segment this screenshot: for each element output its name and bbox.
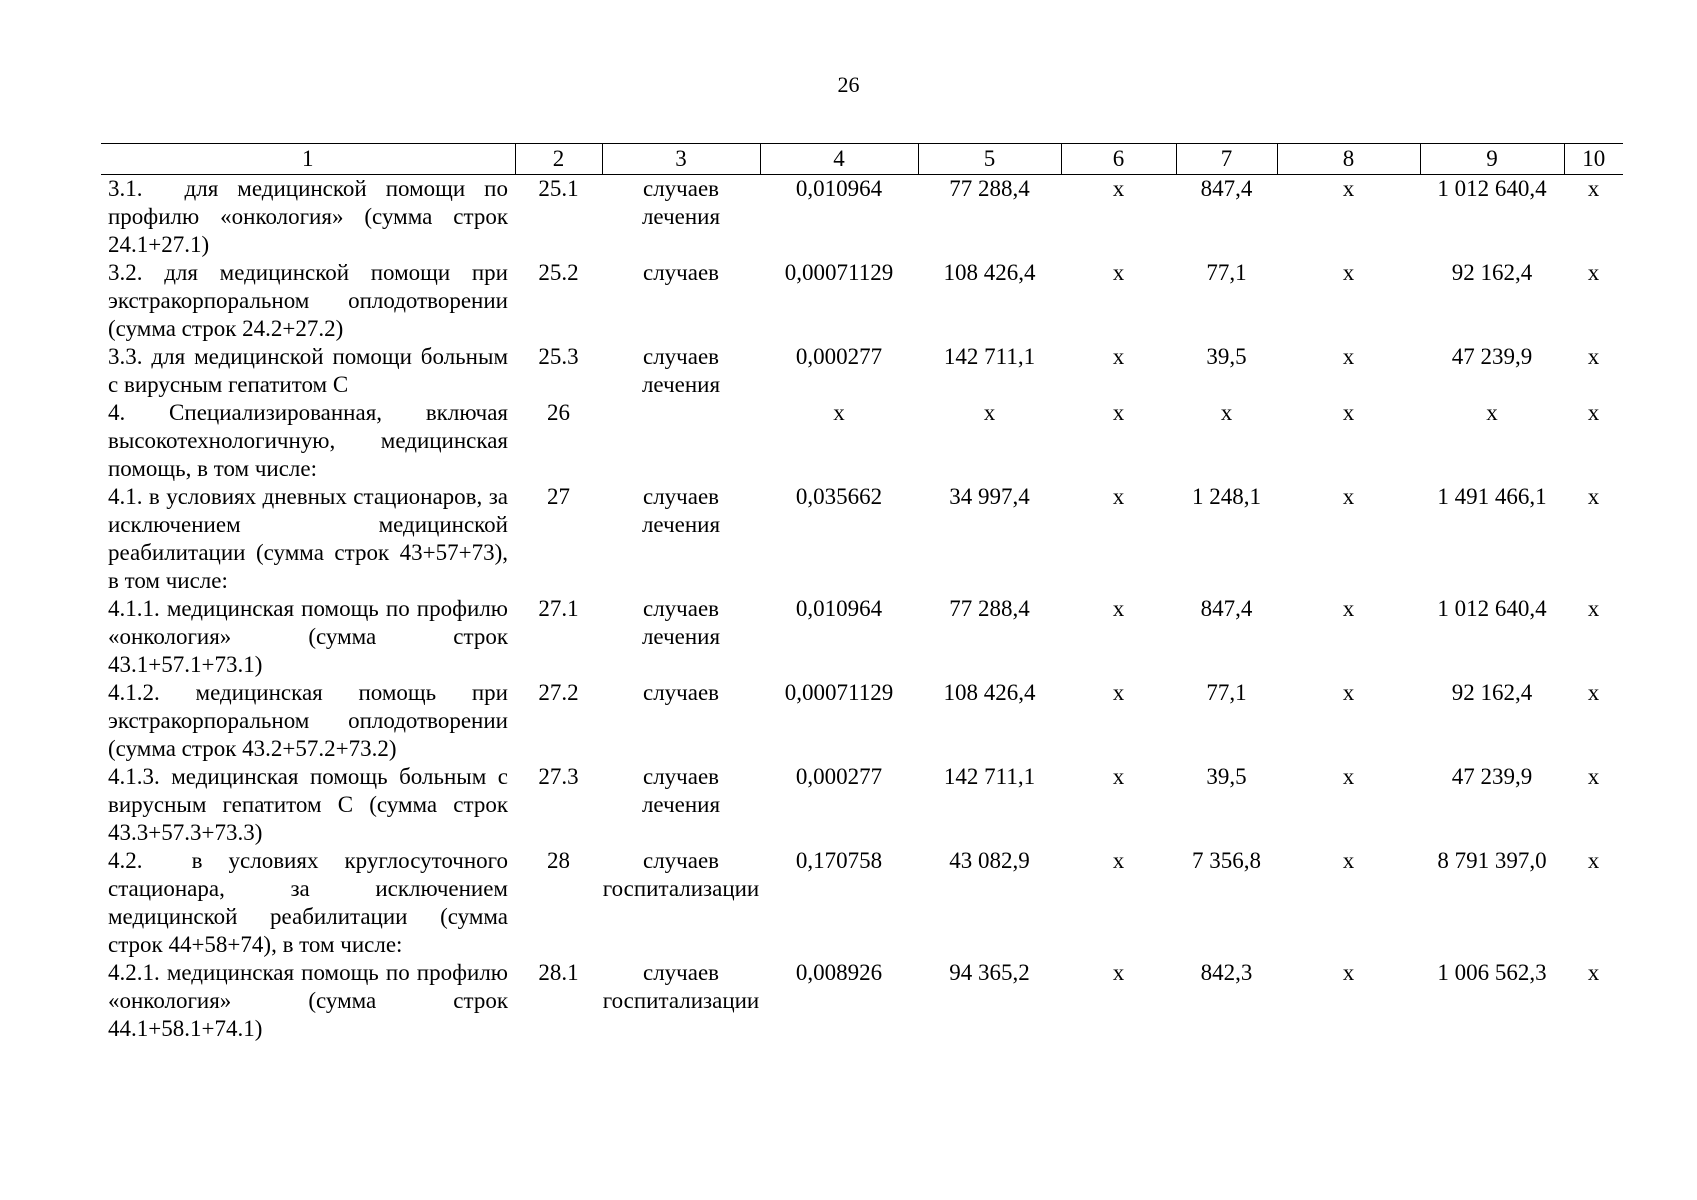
row-col4-cell: 0,035662 [795,484,883,509]
row-col8-cell: х [1342,400,1355,425]
row-name-cell: 4.1.3. медицинская помощь больным с вирусным гепатитом С (сумма строк 43.3+57.3+73.3) [108,764,508,845]
row-code-cell: 27.3 [538,764,579,789]
row-col9-cell: 8 791 397,0 [1437,848,1547,873]
row-name-cell: 4.1.2. медицинская помощь при экстракорпоральном оплодотворении (сумма строк 43.2+57.2+73.2) [108,680,508,761]
row-col10-cell: х [1587,596,1600,621]
row-code-cell: 27.2 [538,680,579,705]
row-col10-cell: х [1587,176,1600,201]
column-header-4: 4 [760,144,918,175]
row-col6-cell: х [1112,596,1125,621]
table-row [101,483,1623,595]
row-col6-cell: х [1112,484,1125,509]
row-name-cell: 3.3. для медицинской помощи больным с вирусным гепатитом С [108,344,508,397]
table-row [101,175,1623,260]
row-col5-cell: 142 711,1 [943,764,1036,789]
column-header-6: 6 [1061,144,1176,175]
row-name-cell: 4.2. в условиях круглосуточного стационара, за исключением медицинской реабилитации (сумма строк 44+58+74), в том числе: [108,848,508,957]
row-col4-cell: 0,000277 [795,764,883,789]
row-col6-cell: х [1112,260,1125,285]
row-code-cell: 27.1 [538,596,579,621]
row-col6-cell: х [1112,400,1125,425]
row-col9-cell: 92 162,4 [1451,680,1533,705]
row-name-cell: 4.2.1. медицинская помощь по профилю «онкология» (сумма строк 44.1+58.1+74.1) [108,960,508,1041]
row-col6-cell: х [1112,848,1125,873]
row-name-cell: 3.2. для медицинской помощи при экстракорпоральном оплодотворении (сумма строк 24.2+27.2) [108,260,508,341]
row-col5-cell: 94 365,2 [949,960,1030,985]
row-col9-cell: 1 006 562,3 [1437,960,1547,985]
row-col4-cell: 0,000277 [795,344,883,369]
row-col7-cell: 77,1 [1206,680,1247,705]
table-body [101,175,1623,1044]
row-col4-cell: 0,170758 [795,848,883,873]
row-unit-cell: случаев госпитализации [602,848,760,901]
row-col9-cell: 92 162,4 [1451,260,1533,285]
row-unit-cell: случаев лечения [641,484,721,537]
row-col8-cell: х [1342,848,1355,873]
table-row [101,343,1623,399]
row-col5-cell: 34 997,4 [949,484,1030,509]
table-row [101,595,1623,679]
row-col7-cell: 842,3 [1200,960,1253,985]
row-col10-cell: х [1587,680,1600,705]
row-code-cell: 27 [547,484,570,509]
row-col7-cell: 847,4 [1200,596,1253,621]
row-code-cell: 25.1 [538,176,579,201]
column-header-7: 7 [1176,144,1277,175]
column-header-8: 8 [1277,144,1420,175]
table-row [101,763,1623,847]
row-code-cell: 28 [547,848,570,873]
column-header-1: 1 [101,144,515,175]
row-col7-cell: х [1220,400,1233,425]
row-col7-cell: 39,5 [1206,764,1247,789]
row-col10-cell: х [1587,960,1600,985]
row-col10-cell: х [1587,400,1600,425]
row-col9-cell: 1 012 640,4 [1437,596,1547,621]
column-header-5: 5 [918,144,1061,175]
row-col4-cell: 0,00071129 [784,260,894,285]
row-col7-cell: 847,4 [1200,176,1253,201]
row-col9-cell: 1 012 640,4 [1437,176,1547,201]
row-col7-cell: 39,5 [1206,344,1247,369]
column-header-3: 3 [602,144,760,175]
row-col10-cell: х [1587,764,1600,789]
row-col4-cell: 0,010964 [795,176,883,201]
row-col6-cell: х [1112,176,1125,201]
column-header-2: 2 [515,144,602,175]
row-code-cell: 25.3 [538,344,579,369]
row-name-cell: 4. Специализированная, включая высокотехнологичную, медицинская помощь, в том числе: [108,400,508,481]
row-col8-cell: х [1342,176,1355,201]
row-col4-cell: х [833,400,845,425]
row-col7-cell: 1 248,1 [1192,484,1261,509]
row-name-cell: 4.1. в условиях дневных стационаров, за исключением медицинской реабилитации (сумма строк 43+57+73), в том числе: [108,484,508,593]
page-number: 26 [837,72,860,97]
row-name-cell: 3.1. для медицинской помощи по профилю «онкология» (сумма строк 24.1+27.1) [108,176,508,257]
row-col5-cell: 77 288,4 [949,176,1030,201]
row-col5-cell: 108 426,4 [943,260,1036,285]
row-col9-cell: 1 491 466,1 [1437,484,1547,509]
row-unit-cell: случаев лечения [641,176,721,229]
row-unit-cell: случаев госпитализации [602,960,760,1013]
row-col5-cell: 43 082,9 [949,848,1030,873]
header-row [101,144,1623,175]
table-row [101,959,1623,1043]
table-row [101,679,1623,763]
data-table [101,143,1623,1043]
row-col8-cell: х [1342,484,1355,509]
row-col9-cell: 47 239,9 [1451,344,1533,369]
row-unit-cell: случаев лечения [641,596,721,649]
row-unit-cell [602,399,760,483]
table-row [101,847,1623,959]
row-col9-cell: х [1486,400,1498,425]
row-col10-cell: х [1587,344,1600,369]
row-col4-cell: 0,010964 [795,596,883,621]
table-row [101,259,1623,343]
row-code-cell: 26 [547,400,570,425]
table-header [101,144,1623,175]
row-unit-cell: случаев [642,260,720,285]
row-col10-cell: х [1587,484,1600,509]
row-col10-cell: х [1587,848,1600,873]
row-col8-cell: х [1342,260,1355,285]
row-col5-cell: 77 288,4 [949,596,1030,621]
row-name-cell: 4.1.1. медицинская помощь по профилю «онкология» (сумма строк 43.1+57.1+73.1) [108,596,508,677]
row-code-cell: 28.1 [538,960,579,985]
table-row [101,399,1623,483]
row-col6-cell: х [1112,344,1125,369]
row-col5-cell: х [983,400,996,425]
row-col7-cell: 77,1 [1206,260,1247,285]
row-unit-cell: случаев [642,680,720,705]
row-col9-cell: 47 239,9 [1451,764,1533,789]
column-header-10: 10 [1564,144,1623,175]
row-col6-cell: х [1112,680,1125,705]
row-unit-cell: случаев лечения [641,764,721,817]
row-col4-cell: 0,008926 [795,960,883,985]
row-col8-cell: х [1342,680,1355,705]
column-header-9: 9 [1420,144,1564,175]
row-col7-cell: 7 356,8 [1192,848,1261,873]
row-col6-cell: х [1112,960,1125,985]
row-col8-cell: х [1342,764,1355,789]
row-col10-cell: х [1587,260,1600,285]
row-unit-cell: случаев лечения [641,344,721,397]
row-col8-cell: х [1342,344,1355,369]
row-col4-cell: 0,00071129 [784,680,894,705]
row-code-cell: 25.2 [538,260,579,285]
row-col8-cell: х [1342,960,1355,985]
row-col8-cell: х [1342,596,1355,621]
row-col6-cell: х [1112,764,1125,789]
row-col5-cell: 142 711,1 [943,344,1036,369]
row-col5-cell: 108 426,4 [943,680,1036,705]
